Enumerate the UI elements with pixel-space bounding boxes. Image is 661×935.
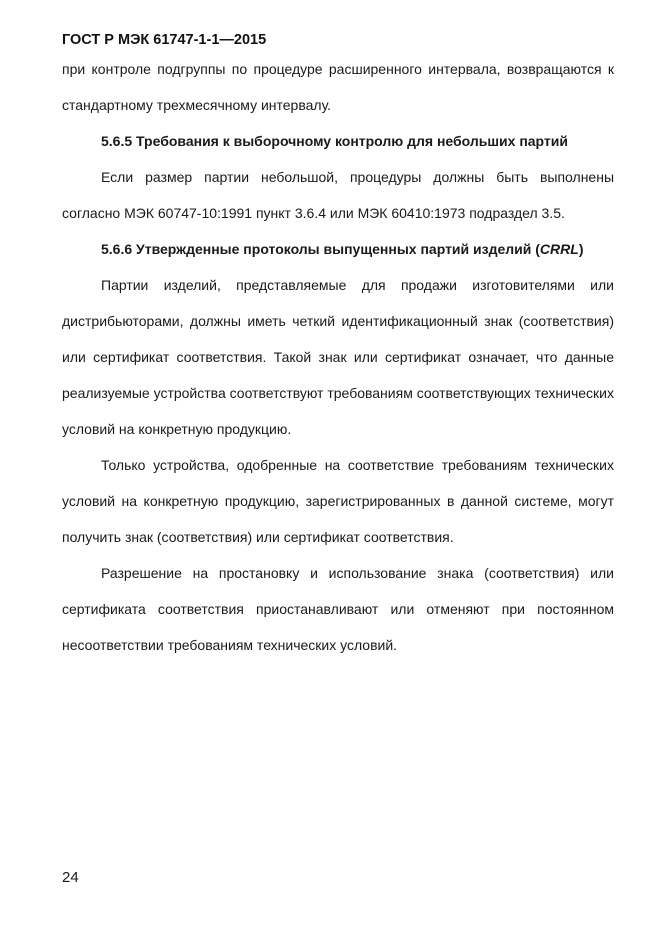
paragraph-continuation: при контроле подгруппы по процедуре расширенного интервала, возвращаются к стандартному трехмесячному интервалу. xyxy=(62,61,614,113)
paragraph-mark-permission: Разрешение на простановку и использование знака (соответствия) или сертификата соответствия приостанавливают или отменяют при постоянном несоответствии требованиям технических условий. xyxy=(62,565,614,653)
paragraph-small-lots: Если размер партии небольшой, процедуры должны быть выполнены согласно МЭК 60747-10:1991 пункт 3.6.4 или МЭК 60410:1973 подраздел 3.5. xyxy=(62,169,614,221)
section-heading-5-6-6 xyxy=(62,231,614,267)
paragraph-lots-identification: Партии изделий, представляемые для продажи изготовителями или дистрибьюторами, должны иметь четкий идентификационный знак (соответствия) или сертификат соответствия. Такой знак или сертификат означает, что данные реализуемые устройства соответствуют требованиям соответствующих технических условий на конкретную продукцию. xyxy=(62,277,614,437)
document-page xyxy=(62,30,614,663)
section-heading-5-6-5: 5.6.5 Требования к выборочному контролю для небольших партий xyxy=(101,133,568,149)
section-heading-5-6-6-text: 5.6.6 Утвержденные протоколы выпущенных партий изделий ( xyxy=(101,241,540,257)
crrl-abbreviation: CRRL xyxy=(539,241,579,257)
document-header: ГОСТ Р МЭК 61747-1-1—2015 xyxy=(62,32,267,48)
section-heading-5-6-6-close: ) xyxy=(578,241,584,257)
page-number: 24 xyxy=(62,869,79,886)
paragraph-approved-devices: Только устройства, одобренные на соответствие требованиям технических условий на конкретную продукцию, зарегистрированных в данной системе, могут получить знак (соответствия) или сертификат соответствия. xyxy=(62,457,614,545)
